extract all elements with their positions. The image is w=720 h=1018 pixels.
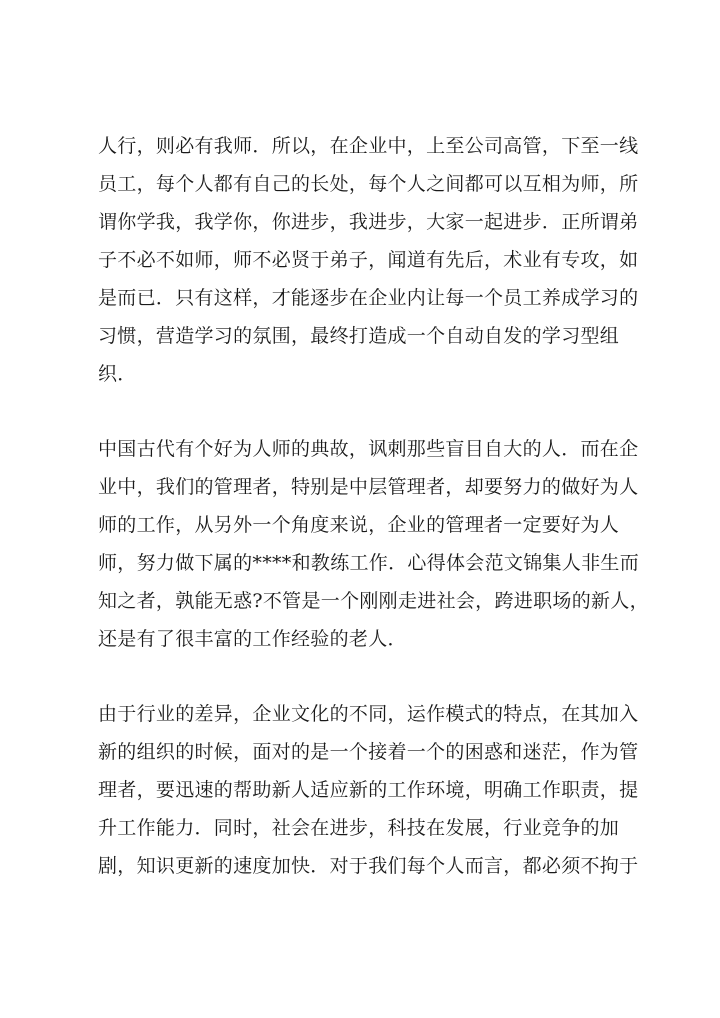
text-line: 师，努力做下属的****和教练工作．心得体会范文锦集人非生而	[98, 552, 640, 574]
text-line: 升工作能力．同时，社会在进步，科技在发展，行业竞争的加	[98, 817, 620, 839]
text-line: 还是有了很丰富的工作经验的老人．	[98, 628, 407, 650]
text-line: 习惯，营造学习的氛围，最终打造成一个自动自发的学习型组	[98, 325, 620, 347]
text-line: 织．	[98, 363, 137, 385]
text-line: 业中，我们的管理者，特别是中层管理者，却要努力的做好为人	[98, 476, 639, 498]
text-line: 员工，每个人都有自己的长处，每个人之间都可以互相为师，所	[98, 173, 639, 195]
text-line: 由于行业的差异，企业文化的不同，运作模式的特点，在其加入	[98, 703, 639, 725]
text-line: 师的工作，从另外一个角度来说，企业的管理者一定要好为人	[98, 514, 620, 536]
paragraph-2	[98, 430, 649, 658]
text-line: 知之者，孰能无惑?不管是一个刚刚走进社会，跨进职场的新人，	[98, 590, 649, 612]
text-line: 剧，知识更新的速度加快．对于我们每个人而言，都必须不拘于	[98, 855, 639, 877]
text-line: 中国古代有个好为人师的典故，讽刺那些盲目自大的人．而在企	[98, 438, 639, 460]
paragraph-1	[98, 127, 638, 393]
paragraph-3	[98, 695, 638, 885]
text-line: 子不必不如师，师不必贤于弟子，闻道有先后，术业有专攻，如	[98, 249, 639, 271]
text-line: 人行，则必有我师．所以，在企业中，上至公司高管，下至一线	[98, 135, 639, 157]
text-line: 谓你学我，我学你，你进步，我进步，大家一起进步．正所谓弟	[98, 211, 639, 233]
text-line: 新的组织的时候，面对的是一个接着一个的困惑和迷茫，作为管	[98, 741, 639, 763]
text-line: 是而已．只有这样，才能逐步在企业内让每一个员工养成学习的	[98, 287, 639, 309]
text-line: 理者，要迅速的帮助新人适应新的工作环境，明确工作职责，提	[98, 779, 639, 801]
